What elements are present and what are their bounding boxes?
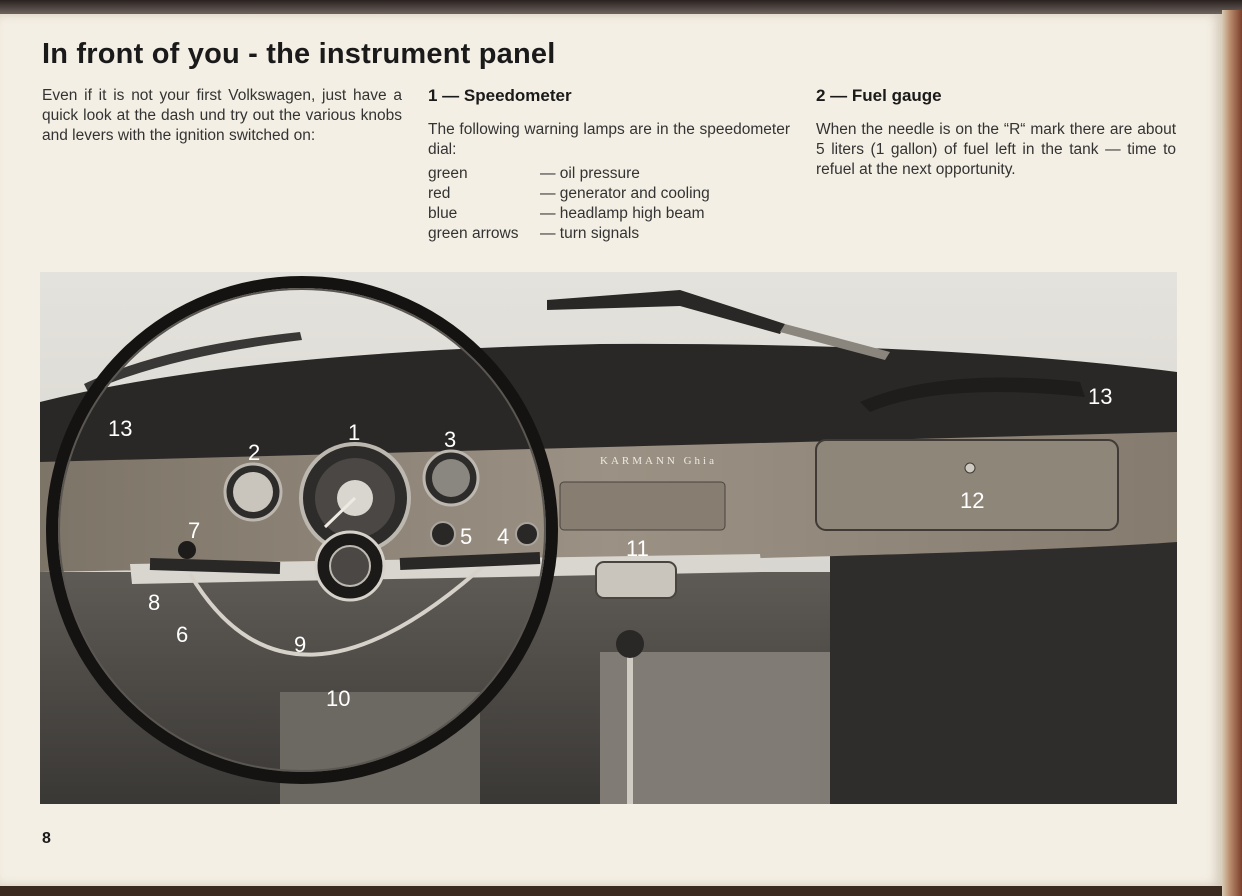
top-border [0, 0, 1242, 14]
callout-7: 7 [188, 518, 201, 543]
callout-13-left: 13 [108, 416, 133, 441]
callout-8: 8 [148, 590, 161, 615]
callout-3: 3 [444, 427, 457, 452]
lamp-color: green arrows [428, 225, 519, 242]
lamp-color: green [428, 165, 468, 182]
fuel-gauge-heading: 2 — Fuel gauge [816, 86, 942, 105]
callout-9: 9 [294, 632, 307, 657]
manual-page [0, 14, 1222, 886]
callout-4: 4 [497, 524, 510, 549]
page-edge [1222, 10, 1242, 896]
lamp-function: — oil pressure [540, 165, 640, 182]
fuel-gauge-section [816, 86, 1176, 184]
page-title: In front of you - the instrument panel [42, 38, 556, 70]
page-number: 8 [42, 830, 51, 847]
callout-6: 6 [176, 622, 189, 647]
callout-1: 1 [348, 420, 361, 445]
dashboard-illustration [40, 272, 1177, 804]
callout-13-right: 13 [1088, 384, 1113, 409]
lamp-function: — headlamp high beam [540, 205, 705, 222]
callout-11: 11 [626, 536, 649, 561]
lamp-function: — turn signals [540, 225, 640, 242]
dashboard-photo [40, 272, 1177, 804]
speedometer-text: The following warning lamps are in the speedometer dial: [428, 121, 790, 158]
lamp-color: red [428, 185, 451, 202]
intro-text: Even if it is not your first Volkswagen, just have a quick look at the dash und try out the various knobs and levers with the ignition switched on: [42, 87, 402, 144]
callout-5: 5 [460, 524, 473, 549]
lamp-color: blue [428, 205, 458, 222]
callout-2: 2 [248, 440, 261, 465]
speedometer-section [428, 86, 790, 244]
karmann-ghia-badge: KARMANN Ghia [600, 455, 717, 467]
warning-lamps-list [428, 164, 790, 244]
speedometer-heading: 1 — Speedometer [428, 86, 572, 105]
callout-12: 12 [960, 488, 985, 513]
fuel-gauge-text: When the needle is on the “R“ mark there are about 5 liters (1 gallon) of fuel left in the tank — time to refuel at the next opportunity. [816, 121, 1176, 178]
lamp-function: — generator and cooling [540, 185, 710, 202]
callout-10: 10 [326, 686, 351, 711]
